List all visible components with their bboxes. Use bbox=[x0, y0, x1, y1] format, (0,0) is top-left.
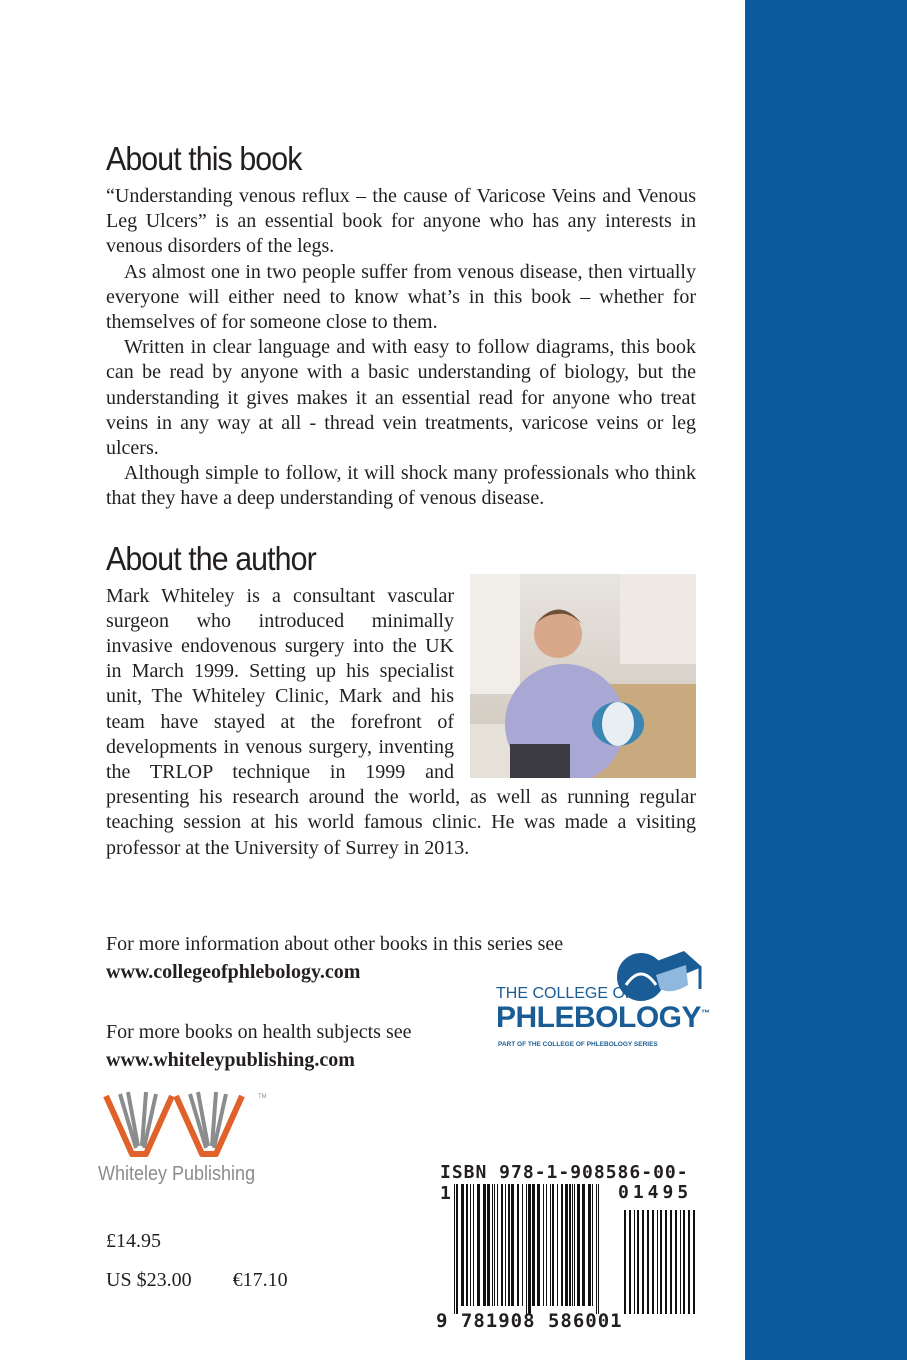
barcode-bar bbox=[470, 1184, 471, 1306]
college-logo-tagline: PART OF THE COLLEGE OF PHLEBOLOGY SERIES bbox=[498, 1041, 658, 1048]
about-author-text: Mark Whiteley is a consultant vascular surgeon who introduced minimally invasive endovenous surgery into the UK in March 1999. Setting up his specialist unit, The Whiteley Clinic, Mark and his team have stayed at the forefront of developments in venous surgery, inventing the TRLOP technique in 1999 and presenting his research around the world, as well as running regular teaching session at his world famous clinic. He was made a visiting professor at the University of Surrey in 2013. bbox=[106, 584, 696, 859]
barcode-bar bbox=[473, 1184, 474, 1306]
barcode-bar bbox=[629, 1210, 631, 1314]
about-author-heading: About the author bbox=[106, 539, 316, 577]
barcode-bar bbox=[501, 1184, 503, 1306]
barcode-bar bbox=[596, 1184, 597, 1314]
about-book-heading: About this book bbox=[106, 140, 302, 177]
barcode-bar bbox=[683, 1210, 685, 1314]
barcode-bar bbox=[537, 1184, 540, 1306]
ean-number: 9 781908 586001 bbox=[436, 1310, 623, 1332]
barcode-bar bbox=[456, 1184, 458, 1314]
barcode-bar bbox=[477, 1184, 480, 1306]
barcode-bar bbox=[577, 1184, 580, 1306]
price-usd: US $23.00 bbox=[106, 1269, 192, 1291]
barcode-bar bbox=[647, 1210, 649, 1314]
barcode-bar bbox=[693, 1210, 695, 1314]
more-info bbox=[106, 930, 563, 1074]
barcode-bar bbox=[660, 1210, 662, 1314]
trademark: TM bbox=[258, 1094, 267, 1100]
barcode-bar bbox=[517, 1184, 519, 1306]
barcode-bar bbox=[688, 1210, 690, 1314]
isbn-text: ISBN 978-1-908586-00-1 bbox=[440, 1162, 689, 1204]
price-eur: €17.10 bbox=[232, 1269, 288, 1291]
barcode-bar bbox=[598, 1184, 599, 1314]
health-info-text: For more books on health subjects see bbox=[106, 1021, 412, 1043]
barcode-bar bbox=[634, 1210, 635, 1314]
college-logo-line1: THE COLLEGE OF bbox=[496, 985, 635, 1002]
barcode-bar bbox=[680, 1210, 681, 1314]
barcode-bar bbox=[492, 1184, 493, 1306]
barcode-bar bbox=[624, 1210, 626, 1314]
barcode-bar bbox=[461, 1184, 464, 1306]
barcode-bar bbox=[483, 1184, 486, 1306]
barcode-bar bbox=[550, 1184, 551, 1306]
barcode-bar bbox=[592, 1184, 593, 1306]
barcode-bar bbox=[572, 1184, 573, 1306]
publisher-name: Whiteley Publishing bbox=[98, 1163, 256, 1185]
barcode-bar bbox=[574, 1184, 575, 1306]
barcode-bar bbox=[466, 1184, 468, 1306]
college-of-phlebology-logo bbox=[496, 945, 710, 1055]
college-logo-line2: PHLEBOLOGY bbox=[496, 1001, 702, 1034]
author-photo bbox=[470, 574, 696, 778]
barcode-bar bbox=[511, 1184, 514, 1306]
price-gbp: £14.95 bbox=[106, 1230, 161, 1252]
barcode-bar bbox=[522, 1184, 523, 1306]
barcode-bar bbox=[675, 1210, 677, 1314]
about-book-paragraph: Written in clear language and with easy to follow diagrams, this book can be read by anyone with a basic understanding of biology, but the understanding it gives makes it an essential read for anyone who treat veins in any way at all - thread vein treatments, varicose veins or leg ulcers. bbox=[106, 336, 696, 460]
barcode-bar bbox=[657, 1210, 658, 1314]
barcode-bar bbox=[582, 1184, 585, 1306]
barcode-bar bbox=[637, 1210, 639, 1314]
barcode-bar bbox=[497, 1184, 498, 1306]
barcode-bar bbox=[569, 1184, 571, 1306]
barcode-bar bbox=[565, 1184, 568, 1306]
barcode-addon-number: 01495 bbox=[618, 1182, 693, 1203]
barcode-bar bbox=[670, 1210, 672, 1314]
barcode-bar bbox=[665, 1210, 667, 1314]
ww-books-icon bbox=[98, 1088, 278, 1160]
about-book-paragraph: As almost one in two people suffer from venous disease, then virtually everyone will either need to know what’s in this book – whether for themselves of for someone close to them. bbox=[106, 260, 696, 334]
barcode-bar bbox=[532, 1184, 535, 1306]
barcode-bar bbox=[557, 1184, 558, 1306]
barcode-bar bbox=[454, 1184, 455, 1314]
barcode-bar bbox=[487, 1184, 490, 1306]
barcode-bar bbox=[543, 1184, 544, 1306]
barcode-bar bbox=[588, 1184, 591, 1306]
about-book-paragraph: “Understanding venous reflux – the cause of Varicose Veins and Venous Leg Ulcers” is an essential book for anyone who has any interests in venous disorders of the legs. bbox=[106, 185, 696, 258]
isbn-barcode bbox=[436, 1162, 700, 1332]
whiteley-publishing-logo bbox=[98, 1088, 278, 1186]
series-info-text: For more information about other books in this series see bbox=[106, 933, 564, 955]
publisher-url-link[interactable]: www.whiteleypublishing.com bbox=[106, 1049, 355, 1071]
barcode-bar bbox=[528, 1184, 531, 1314]
barcode-bar bbox=[494, 1184, 495, 1306]
barcode-bar bbox=[552, 1184, 554, 1306]
trademark: ™ bbox=[701, 1008, 710, 1018]
about-book-paragraph: Although simple to follow, it will shock many professionals who think that they have a deep understanding of venous disease. bbox=[106, 462, 696, 510]
college-url-link[interactable]: www.collegeofphlebology.com bbox=[106, 961, 361, 983]
barcode-bar bbox=[652, 1210, 654, 1314]
text-column bbox=[106, 140, 696, 861]
barcode-bar bbox=[526, 1184, 527, 1314]
barcode-bar bbox=[508, 1184, 510, 1306]
barcode-bars bbox=[440, 1184, 700, 1314]
spine-color-band bbox=[745, 0, 907, 1360]
barcode-bar bbox=[642, 1210, 644, 1314]
barcode-bar bbox=[546, 1184, 547, 1306]
barcode-bar bbox=[505, 1184, 506, 1306]
prices bbox=[106, 1230, 288, 1292]
barcode-bar bbox=[561, 1184, 563, 1306]
